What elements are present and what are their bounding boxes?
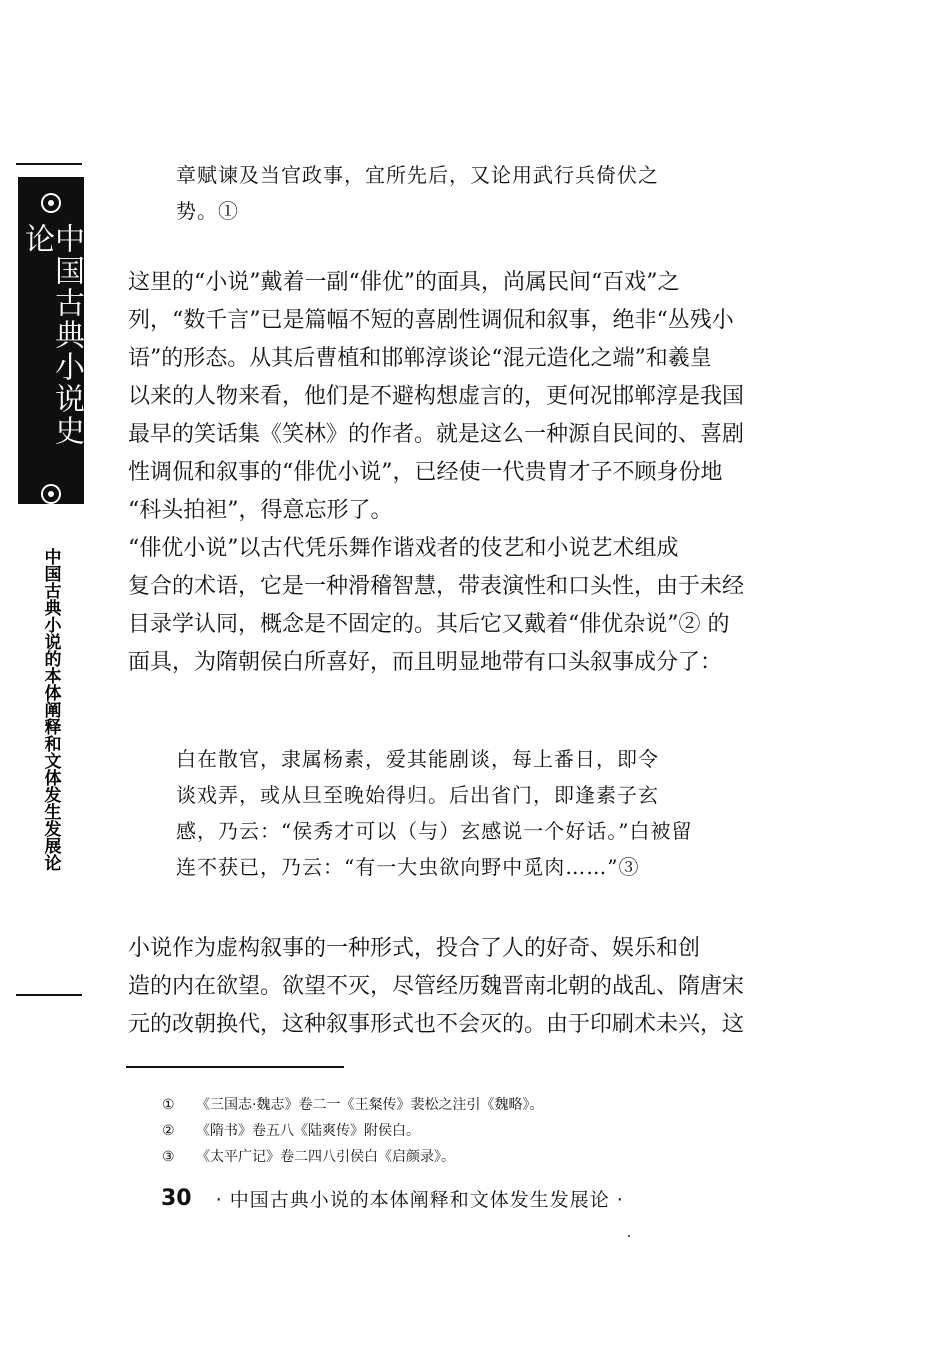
footnote-text: 《隋书》卷五八《陆爽传》附侯白。 <box>196 1123 420 1139</box>
circle-dot-icon <box>41 484 61 504</box>
side-bottom-rule <box>16 994 82 996</box>
paragraph-line: 面具，为隋朝侯白所喜好，而且明显地带有口头叙事成分了： <box>128 650 723 675</box>
paragraph-line: 性调侃和叙事的“俳优小说”，已经使一代贵胄才子不顾身份地 <box>128 460 723 485</box>
body-paragraphs-first <box>128 264 788 682</box>
paragraph-line: 复合的术语，它是一种滑稽智慧，带表演性和口头性，由于未经 <box>128 574 745 599</box>
quote-line: 白在散官，隶属杨素，爱其能剧谈，每上番日，即令 <box>176 747 659 771</box>
quote-line: 感，乃云：“侯秀才可以（与）玄感说一个好话。”白被留 <box>176 819 693 843</box>
side-subtitle: 中国古典小说的本体阐释和文体发生发展论 <box>40 548 61 871</box>
footnote-separator <box>126 1066 344 1068</box>
quote-line: 连不获已，乃云：“有一大虫欲向野中觅肉……”③ <box>176 855 640 879</box>
footnote-item <box>162 1092 782 1118</box>
footnote-item <box>162 1118 782 1144</box>
quote-line: 章赋谏及当官政事，宜所先后，又论用武行兵倚伏之 <box>176 163 659 187</box>
footnote-number: ③ <box>162 1149 175 1165</box>
footnote-text: 《三国志·魏志》卷二一《王粲传》裴松之注引《魏略》。 <box>196 1097 544 1113</box>
quote-block-second <box>176 741 752 885</box>
paragraph-line: 这里的“小说”戴着一副“俳优”的面具，尚属民间“百戏”之 <box>128 270 680 295</box>
quote-block-first <box>176 157 752 229</box>
paragraph-line: 元的改朝换代，这种叙事形式也不会灭的。由于印刷术未兴，这 <box>128 1012 745 1037</box>
scan-dot <box>628 1235 630 1237</box>
circle-dot-icon <box>41 193 61 213</box>
paragraph-line: 目录学认同，概念是不固定的。其后它又戴着“俳优杂说”② 的 <box>128 612 730 637</box>
paragraph-line: 造的内在欲望。欲望不灭，尽管经历魏晋南北朝的战乱、隋唐宋 <box>128 974 745 999</box>
side-vertical-title: 中国古典小说史论 <box>19 222 84 447</box>
paragraph-line: “俳优小说”以古代凭乐舞作谐戏者的伎艺和小说艺术组成 <box>128 536 679 561</box>
page-number: 30 <box>161 1185 192 1211</box>
footnote-text: 《太平广记》卷二四八引侯白《启颜录》。 <box>196 1149 455 1165</box>
quote-line: 势。① <box>176 199 239 223</box>
page-footer <box>161 1184 721 1212</box>
footnote-number: ② <box>162 1123 175 1139</box>
side-top-rule <box>16 163 82 165</box>
quote-line: 谈戏弄，或从旦至晚始得归。后出省门，即逢素子玄 <box>176 783 659 807</box>
footnote-item <box>162 1144 782 1170</box>
running-title: · 中国古典小说的本体阐释和文体发生发展论 · <box>215 1188 624 1211</box>
paragraph-line: 语”的形态。从其后曹植和邯郸淳谈论“混元造化之端”和羲皇 <box>128 346 712 371</box>
paragraph-line: 小说作为虚构叙事的一种形式，投合了人的好奇、娱乐和创 <box>128 936 701 961</box>
paragraph-line: 最早的笑话集《笑林》的作者。就是这么一种源自民间的、喜剧 <box>128 422 745 447</box>
side-title-band <box>18 177 84 504</box>
footnote-number: ① <box>162 1097 175 1113</box>
footnotes <box>162 1092 782 1170</box>
paragraph-line: 以来的人物来看，他们是不避构想虚言的，更何况邯郸淳是我国 <box>128 384 745 409</box>
paragraph-line: “科头拍袒”，得意忘形了。 <box>128 498 393 523</box>
body-paragraphs-second <box>128 930 788 1044</box>
paragraph-line: 列，“数千言”已是篇幅不短的喜剧性调侃和叙事，绝非“丛残小 <box>128 308 734 333</box>
